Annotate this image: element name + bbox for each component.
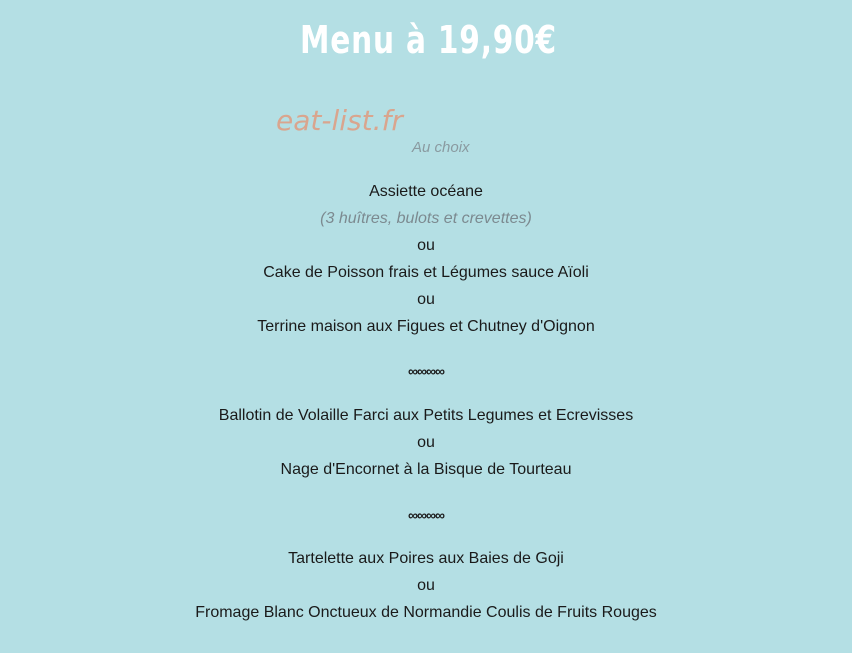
au-choix-label: Au choix <box>412 139 470 156</box>
starter-3: Terrine maison aux Figues et Chutney d'Oignon <box>257 318 595 335</box>
dessert-2: Fromage Blanc Onctueux de Normandie Coulis de Fruits Rouges <box>195 604 657 621</box>
or-separator: ou <box>417 577 435 594</box>
watermark-logo: eat-list.fr <box>276 104 403 137</box>
course-divider: ∞∞∞∞ <box>408 507 444 523</box>
or-separator: ou <box>417 291 435 308</box>
course-divider: ∞∞∞∞ <box>408 363 444 379</box>
starter-2: Cake de Poisson frais et Légumes sauce Aïoli <box>263 264 589 281</box>
main-2: Nage d'Encornet à la Bisque de Tourteau <box>280 461 572 478</box>
menu-title: Menu à 19,90€ <box>300 18 557 62</box>
starter-1-note: (3 huîtres, bulots et crevettes) <box>320 210 532 227</box>
dessert-1: Tartelette aux Poires aux Baies de Goji <box>288 550 564 567</box>
or-separator: ou <box>417 434 435 451</box>
main-1: Ballotin de Volaille Farci aux Petits Legumes et Ecrevisses <box>218 407 634 424</box>
or-separator: ou <box>417 237 435 254</box>
starter-1: Assiette océane <box>369 183 483 200</box>
